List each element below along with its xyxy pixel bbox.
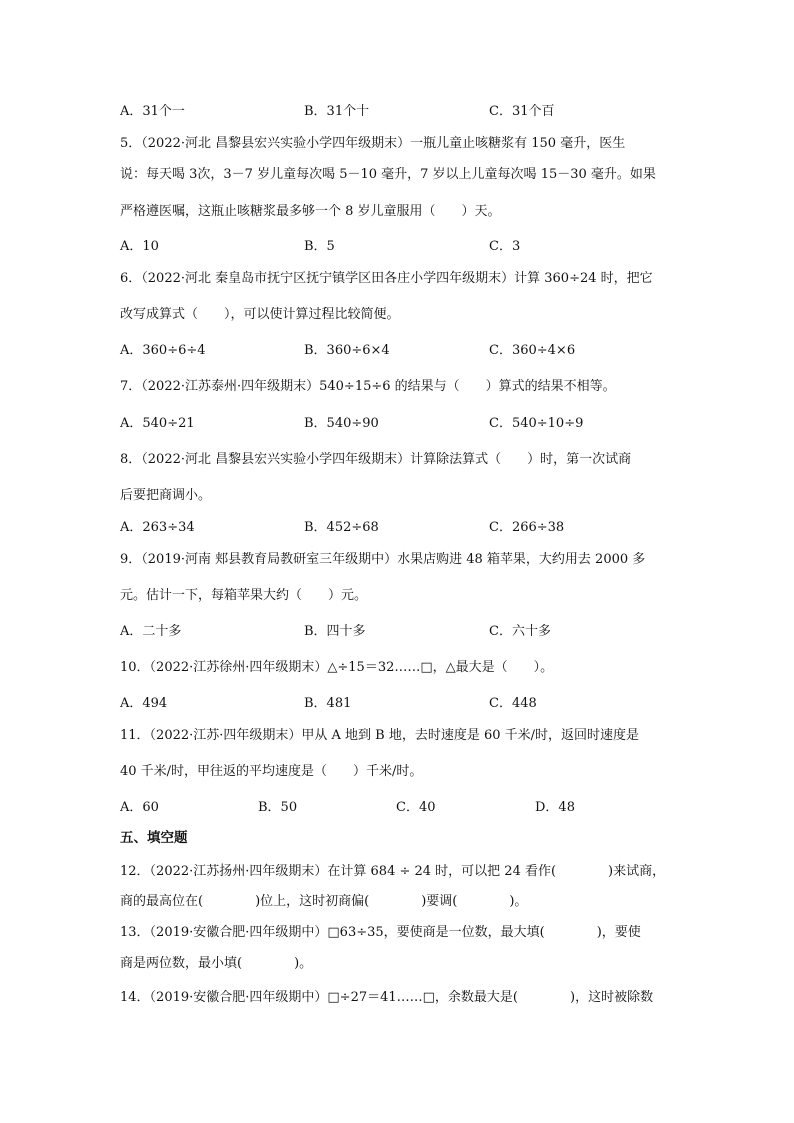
q12-line-2: 商的最高位在( )位上，这时初商偏( )要调( )。 xyxy=(120,894,528,909)
q7-option-a[interactable]: A．540÷21 xyxy=(120,416,195,431)
q10-option-b[interactable]: B．481 xyxy=(304,696,352,711)
q9-option-b[interactable]: B．四十多 xyxy=(304,624,366,639)
q13-line-1: 13．（2019·安徽合肥·四年级期中）□63÷35，要使商是一位数，最大填( )，要使 xyxy=(120,925,641,940)
q5-option-c[interactable]: C．3 xyxy=(489,239,521,254)
q11-line-1: 11．（2022·江苏·四年级期末）甲从 A 地到 B 地，去时速度是 60 千米/时，返回时速度是 xyxy=(120,728,640,743)
q4-options xyxy=(120,103,680,121)
q12-line-1: 12．（2022·江苏扬州·四年级期末）在计算 684 ÷ 24 时，可以把 24 看作( )来试商， xyxy=(120,864,666,879)
q5-option-a[interactable]: A．10 xyxy=(120,239,159,254)
q5-option-b[interactable]: B．5 xyxy=(304,239,335,254)
q7-option-c[interactable]: C．540÷10÷9 xyxy=(489,416,584,431)
q8-options xyxy=(120,519,680,537)
q9-option-a[interactable]: A．二十多 xyxy=(120,624,182,639)
q7-line-1: 7．（2022·江苏泰州·四年级期末）540÷15÷6 的结果与（ ）算式的结果不相等。 xyxy=(120,379,616,394)
q6-option-b[interactable]: B．360÷6×4 xyxy=(304,343,390,358)
q9-line-2: 元。估计一下，每箱苹果大约（ ）元。 xyxy=(120,588,368,603)
q8-option-a[interactable]: A．263÷34 xyxy=(120,520,195,535)
q5-line-3: 严格遵医嘱，这瓶止咳糖浆最多够一个 8 岁儿童服用（ ）天。 xyxy=(120,204,501,219)
q10-line-1: 10．（2022·江苏徐州·四年级期末）△÷15＝32……□，△最大是（ ）。 xyxy=(120,660,554,675)
q11-option-d[interactable]: D．48 xyxy=(535,800,575,815)
q11-options xyxy=(120,799,680,817)
q7-options xyxy=(120,415,680,433)
q14-line-1: 14．（2019·安徽合肥·四年级期中）□÷27＝41……□，余数最大是( )，这时被除数 xyxy=(120,990,654,1005)
q6-line-2: 改写成算式（ ），可以使计算过程比较简便。 xyxy=(120,307,400,322)
q5-line-2: 说：每天喝 3次，3－7 岁儿童每次喝 5－10 毫升，7 岁以上儿童每次喝 15－30 毫升。如果 xyxy=(120,167,656,182)
q10-options xyxy=(120,695,680,713)
q6-option-c[interactable]: C．360÷4×6 xyxy=(489,343,576,358)
q8-line-1: 8．（2022·河北 昌黎县宏兴实验小学四年级期末）计算除法算式（ ）时，第一次试商 xyxy=(120,452,632,467)
q6-line-1: 6．（2022·河北 秦皇岛市抚宁区抚宁镇学区田各庄小学四年级期末）计算 360÷24 时，把它 xyxy=(120,271,653,286)
q11-option-c[interactable]: C．40 xyxy=(396,800,436,815)
q11-line-2: 40 千米/时，甲往返的平均速度是（ ）千米/时。 xyxy=(120,764,423,779)
q7-option-b[interactable]: B．540÷90 xyxy=(304,416,379,431)
q4-option-b[interactable]: B．31个十 xyxy=(304,104,370,119)
q9-options xyxy=(120,623,680,641)
q11-option-b[interactable]: B．50 xyxy=(258,800,298,815)
q4-option-a[interactable]: A．31个一 xyxy=(120,104,185,119)
q6-option-a[interactable]: A．360÷6÷4 xyxy=(120,343,206,358)
q11-option-a[interactable]: A．60 xyxy=(120,800,159,815)
q10-option-c[interactable]: C．448 xyxy=(489,696,537,711)
q6-options xyxy=(120,342,680,360)
q4-option-c[interactable]: C．31个百 xyxy=(489,104,555,119)
q5-line-1: 5．（2022·河北 昌黎县宏兴实验小学四年级期末）一瓶儿童止咳糖浆有 150 毫升，医生 xyxy=(120,136,626,151)
q9-option-c[interactable]: C．六十多 xyxy=(489,624,551,639)
q5-options xyxy=(120,238,680,256)
q8-option-b[interactable]: B．452÷68 xyxy=(304,520,379,535)
section-title-fill-in: 五、填空题 xyxy=(120,830,188,846)
q9-line-1: 9．（2019·河南 郏县教育局教研室三年级期中）水果店购进 48 箱苹果，大约用去 2000 多 xyxy=(120,552,646,567)
q13-line-2: 商是两位数，最小填( )。 xyxy=(120,956,313,971)
q8-line-2: 后要把商调小。 xyxy=(120,488,212,503)
q8-option-c[interactable]: C．266÷38 xyxy=(489,520,565,535)
q10-option-a[interactable]: A．494 xyxy=(120,696,168,711)
